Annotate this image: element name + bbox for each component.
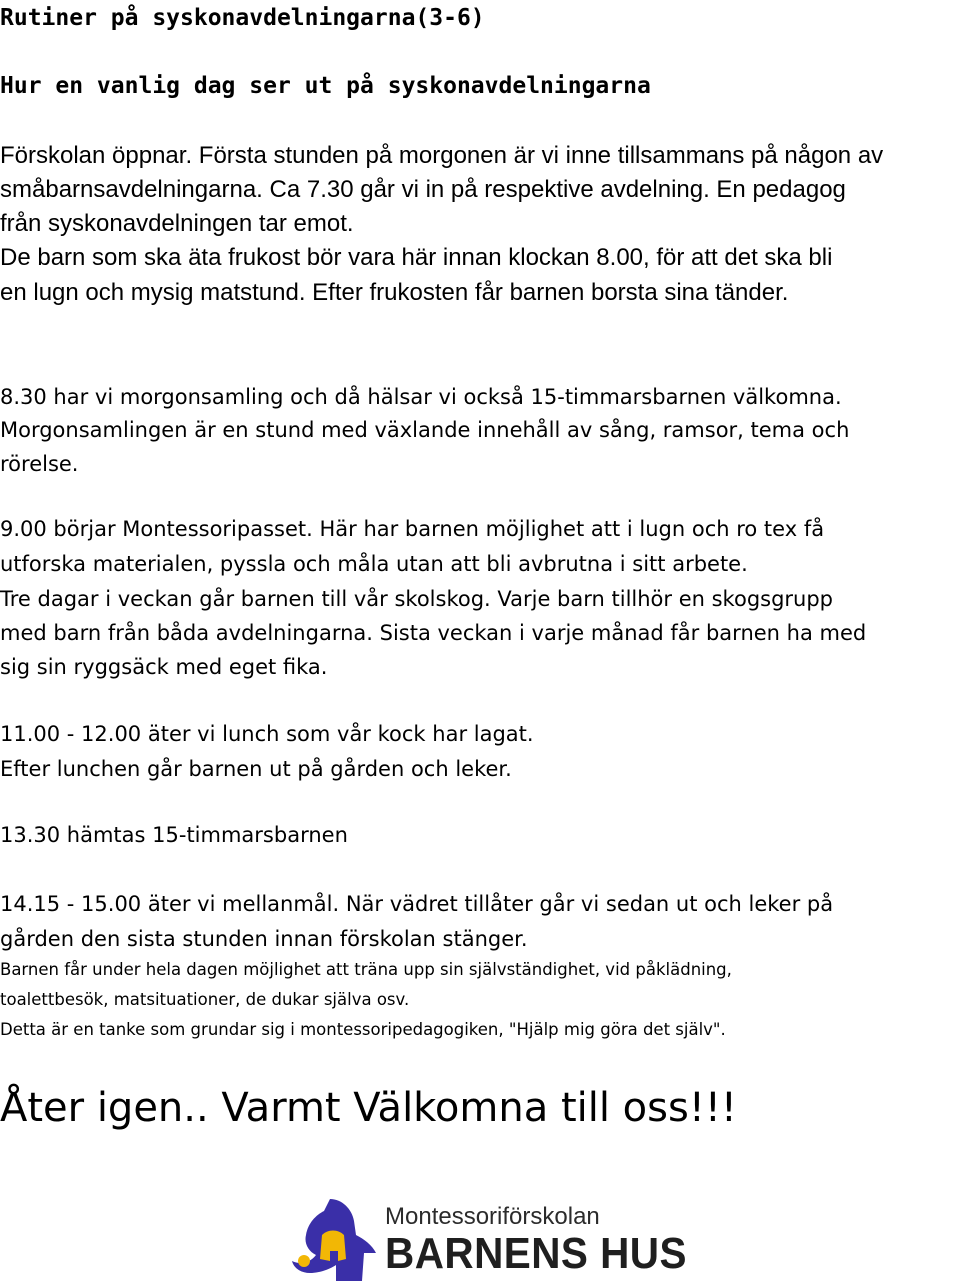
body-line: 14.15 - 15.00 äter vi mellanmål. När vädret tillåter går vi sedan ut och leker på [0, 892, 834, 916]
intro-line: en lugn och mysig matstund. Efter frukosten får barnen borsta sina tänder. [0, 279, 789, 306]
intro-line: Förskolan öppnar. Första stunden på morgonen är vi inne tillsammans på någon av [0, 142, 884, 169]
closing-greeting: Åter igen.. Varmt Välkomna till oss!!! [0, 1085, 737, 1131]
house-figure-icon [290, 1195, 382, 1283]
logo-line-school: Montessoriförskolan [385, 1203, 600, 1230]
body-line: Morgonsamlingen är en stund med växlande innehåll av sång, ramsor, tema och [0, 418, 850, 442]
body-line: med barn från båda avdelningarna. Sista veckan i varje månad får barnen ha med [0, 621, 867, 645]
page-title: Rutiner på syskonavdelningarna(3-6) [0, 5, 485, 31]
body-line: Tre dagar i veckan går barnen till vår skolskog. Varje barn tillhör en skogsgrupp [0, 587, 834, 611]
intro-line: från syskonavdelningen tar emot. [0, 210, 354, 237]
body-line: gården den sista stunden innan förskolan stänger. [0, 927, 528, 951]
body-line: rörelse. [0, 452, 79, 476]
note-line: toalettbesök, matsituationer, de dukar själva osv. [0, 990, 410, 1009]
body-line: 13.30 hämtas 15-timmarsbarnen [0, 823, 348, 847]
school-logo [290, 1195, 690, 1283]
body-line: 9.00 börjar Montessoripasset. Här har barnen möjlighet att i lugn och ro tex få [0, 517, 825, 541]
intro-line: småbarnsavdelningarna. Ca 7.30 går vi in på respektive avdelning. En pedagog [0, 176, 846, 203]
intro-line: De barn som ska äta frukost bör vara här innan klockan 8.00, för att det ska bli [0, 244, 833, 271]
body-line: sig sin ryggsäck med eget fika. [0, 655, 328, 679]
body-line: utforska materialen, pyssla och måla utan att bli avbrutna i sitt arbete. [0, 552, 748, 576]
note-line: Detta är en tanke som grundar sig i montessoripedagogiken, "Hjälp mig göra det själv". [0, 1020, 726, 1039]
body-line: 11.00 - 12.00 äter vi lunch som vår kock har lagat. [0, 722, 534, 746]
page-subtitle: Hur en vanlig dag ser ut på syskonavdelningarna [0, 73, 651, 99]
body-line: 8.30 har vi morgonsamling och då hälsar vi också 15-timmarsbarnen välkomna. [0, 385, 842, 409]
body-line: Efter lunchen går barnen ut på gården och leker. [0, 757, 512, 781]
logo-line-name: BARNENS HUS [385, 1229, 687, 1278]
note-line: Barnen får under hela dagen möjlighet att träna upp sin självständighet, vid påklädning, [0, 960, 732, 979]
